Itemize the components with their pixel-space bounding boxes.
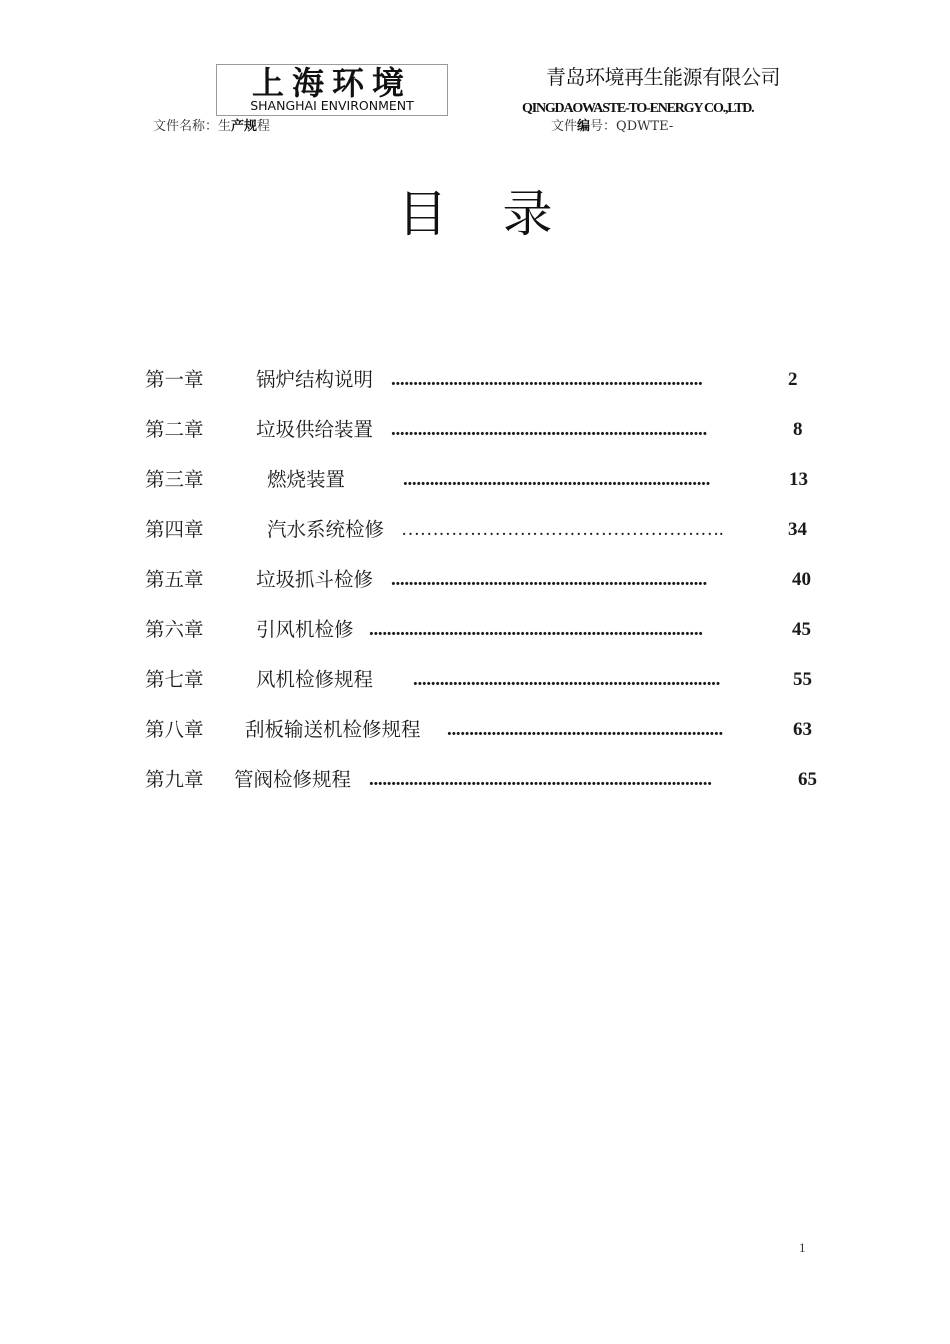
toc-title: 垃圾抓斗检修 — [256, 568, 374, 591]
page-number: 1 — [799, 1240, 806, 1255]
toc-chapter: 第七章 — [145, 668, 204, 691]
toc-title: 管阀检修规程 — [234, 768, 352, 791]
toc-page: 2 — [788, 369, 798, 390]
file-number-line — [551, 118, 673, 136]
file-number-rest: 号：QDWTE- — [590, 119, 674, 134]
file-number-bold: 编 — [577, 119, 591, 134]
logo-chinese-text: 上海环境 — [251, 64, 412, 102]
toc-page: 45 — [792, 619, 811, 640]
file-name-line — [153, 118, 270, 136]
toc-leader: ..................................................................... — [413, 669, 721, 690]
toc-title: 刮板输送机检修规程 — [245, 718, 421, 741]
toc-chapter: 第五章 — [145, 568, 204, 591]
logo-english-text: SHANGHAI ENVIRONMENT — [250, 98, 414, 113]
toc-title: 汽水系统检修 — [267, 518, 385, 541]
page-title: 目录 — [397, 185, 608, 243]
toc-leader: ..................................................................... — [403, 469, 711, 490]
toc-title: 锅炉结构说明 — [256, 368, 374, 391]
toc-title: 引风机检修 — [256, 618, 354, 641]
toc-title: 燃烧装置 — [267, 468, 346, 491]
file-name-label: 文件名称：生 — [153, 119, 232, 134]
toc-leader: ........................................................................... — [369, 619, 703, 640]
company-name-english: QINGDAOWASTE-TO-ENERGY CO.,LTD. — [522, 101, 754, 116]
toc-chapter: 第四章 — [145, 518, 204, 541]
toc-page: 40 — [792, 569, 811, 590]
toc-leader: ...................................................................... — [391, 369, 703, 390]
toc-title: 垃圾供给装置 — [256, 418, 374, 441]
toc-chapter: 第六章 — [145, 618, 204, 641]
file-name-rest: 程 — [257, 119, 271, 134]
toc-leader: ....................................................................... — [391, 419, 707, 440]
toc-leader: ............................................................................. — [369, 769, 712, 790]
file-number-label: 文件 — [551, 119, 578, 134]
toc-page: 8 — [793, 419, 803, 440]
toc-chapter: 第三章 — [145, 468, 204, 491]
toc-leader: ....................................................................... — [391, 569, 707, 590]
toc-chapter: 第一章 — [145, 368, 204, 391]
shanghai-environment-logo — [216, 64, 448, 116]
toc-chapter: 第八章 — [145, 718, 204, 741]
toc-page: 55 — [793, 669, 812, 690]
toc-chapter: 第九章 — [145, 768, 204, 791]
toc-leader: ……………………………………………. — [401, 519, 724, 540]
toc-leader: .............................................................. — [447, 719, 723, 740]
file-name-bold: 产规 — [231, 119, 258, 134]
toc-page: 63 — [793, 719, 812, 740]
toc-chapter: 第二章 — [145, 418, 204, 441]
toc-title: 风机检修规程 — [256, 668, 374, 691]
company-name-chinese: 青岛环境再生能源有限公司 — [546, 65, 780, 89]
toc-page: 65 — [798, 769, 817, 790]
toc-page: 13 — [789, 469, 808, 490]
toc-page: 34 — [788, 519, 807, 540]
